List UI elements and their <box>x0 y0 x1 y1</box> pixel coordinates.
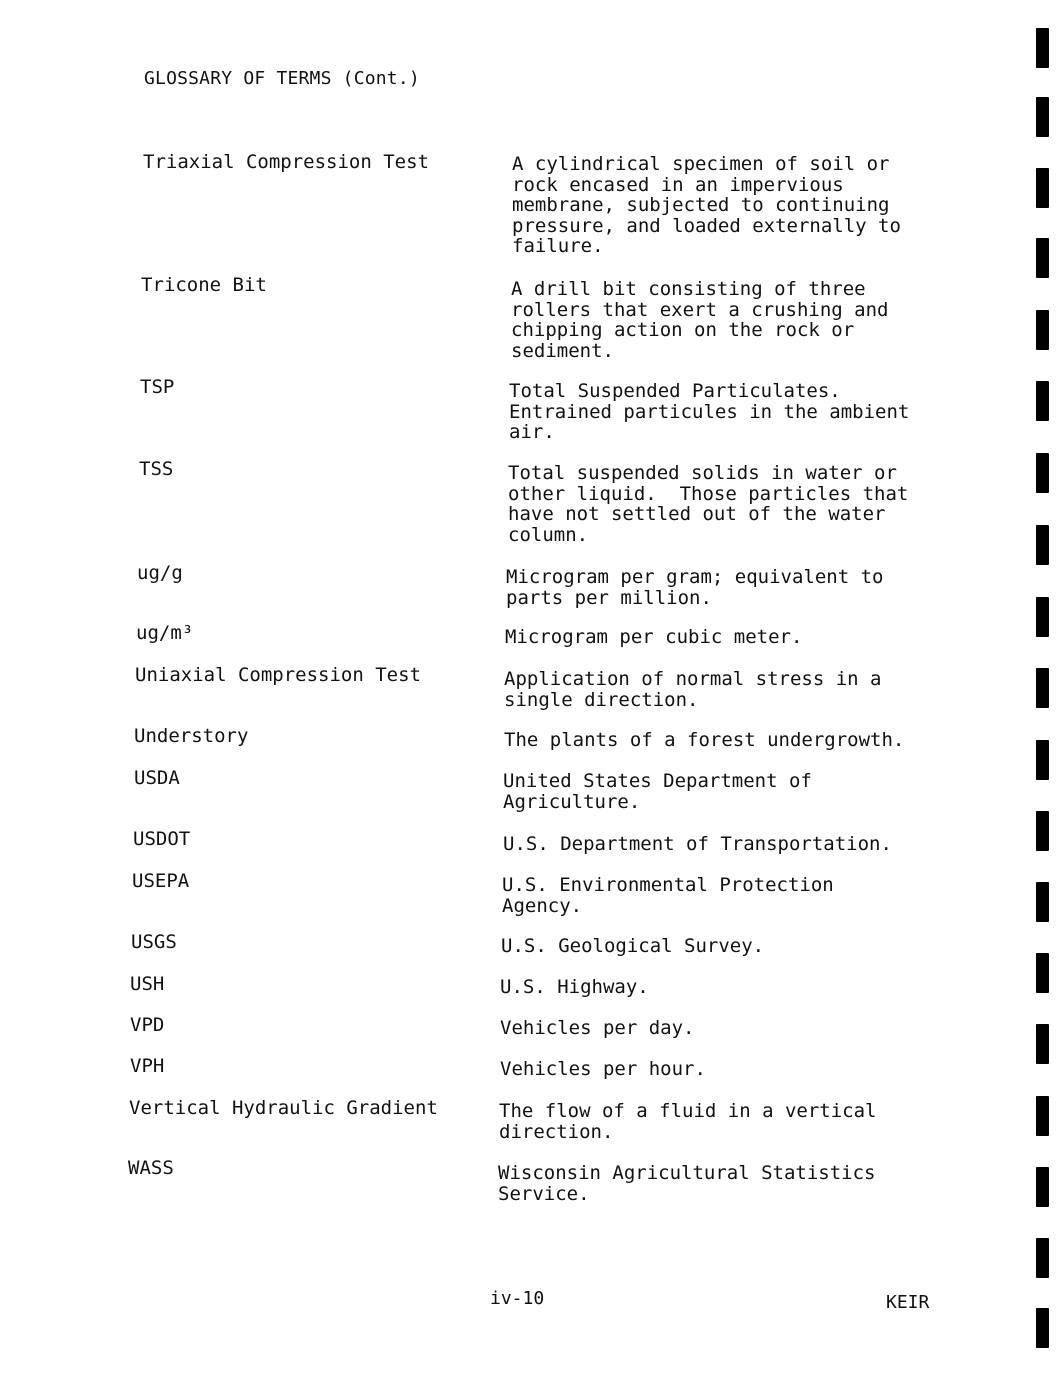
glossary-definition: Vehicles per hour. <box>500 1058 706 1080</box>
glossary-term: USEPA <box>132 870 190 892</box>
binding-mark <box>1036 740 1049 780</box>
binding-mark <box>1036 28 1049 68</box>
binding-mark <box>1036 525 1049 565</box>
binding-mark <box>1036 953 1049 993</box>
glossary-term: USDOT <box>133 828 191 850</box>
binding-mark <box>1036 381 1049 421</box>
binding-mark <box>1036 1096 1049 1136</box>
glossary-term: VPD <box>130 1014 165 1036</box>
binding-mark <box>1036 668 1049 708</box>
glossary-definition: U.S. Environmental Protection Agency. <box>502 874 834 917</box>
glossary-term: Tricone Bit <box>141 274 267 296</box>
glossary-definition: United States Department of Agriculture. <box>503 770 812 813</box>
glossary-term: USDA <box>134 767 180 789</box>
glossary-term: VPH <box>130 1055 165 1077</box>
glossary-term: ug/m³ <box>136 622 194 644</box>
glossary-definition: The flow of a fluid in a vertical direction. <box>499 1100 877 1143</box>
glossary-definition: The plants of a forest undergrowth. <box>504 729 905 751</box>
page-number: iv-10 <box>490 1288 545 1309</box>
glossary-term: Vertical Hydraulic Gradient <box>129 1097 438 1119</box>
glossary-term: USGS <box>131 931 177 953</box>
glossary-term: TSP <box>140 376 175 398</box>
binding-mark <box>1036 238 1049 278</box>
binding-mark <box>1036 1308 1049 1348</box>
glossary-definition: Total suspended solids in water or other liquid. Those particles that have not settled out of the water column. <box>508 462 909 546</box>
binding-mark <box>1036 882 1049 922</box>
glossary-term: ug/g <box>137 562 183 584</box>
glossary-definition: A cylindrical specimen of soil or rock encased in an impervious membrane, subjected to continuing pressure, and loaded externally to failure. <box>512 153 901 257</box>
binding-mark <box>1036 168 1049 208</box>
binding-mark <box>1036 811 1049 851</box>
glossary-term: Triaxial Compression Test <box>143 151 429 173</box>
glossary-term: Uniaxial Compression Test <box>135 664 421 686</box>
binding-mark <box>1036 97 1049 137</box>
glossary-definition: Microgram per gram; equivalent to parts per million. <box>506 566 884 609</box>
binding-mark <box>1036 1167 1049 1207</box>
glossary-definition: Total Suspended Particulates. Entrained particules in the ambient air. <box>509 380 910 443</box>
glossary-definition: A drill bit consisting of three rollers that exert a crushing and chipping action on the rock or sediment. <box>511 278 889 362</box>
glossary-definition: U.S. Geological Survey. <box>501 935 765 957</box>
glossary-definition: Vehicles per day. <box>500 1017 695 1039</box>
binding-mark <box>1036 1024 1049 1064</box>
glossary-definition: Wisconsin Agricultural Statistics Service. <box>498 1162 876 1205</box>
binding-mark <box>1036 310 1049 350</box>
binding-mark <box>1036 597 1049 637</box>
glossary-definition: Application of normal stress in a single direction. <box>504 668 882 711</box>
glossary-term: WASS <box>128 1157 174 1179</box>
binding-mark <box>1036 453 1049 493</box>
glossary-definition: U.S. Department of Transportation. <box>503 833 892 855</box>
document-code: KEIR <box>886 1292 930 1313</box>
glossary-definition: Microgram per cubic meter. <box>505 626 803 648</box>
page-heading: GLOSSARY OF TERMS (Cont.) <box>144 68 420 89</box>
glossary-term: USH <box>130 973 165 995</box>
glossary-term: TSS <box>139 458 174 480</box>
binding-mark <box>1036 1238 1049 1278</box>
glossary-definition: U.S. Highway. <box>500 976 649 998</box>
glossary-term: Understory <box>134 725 249 747</box>
